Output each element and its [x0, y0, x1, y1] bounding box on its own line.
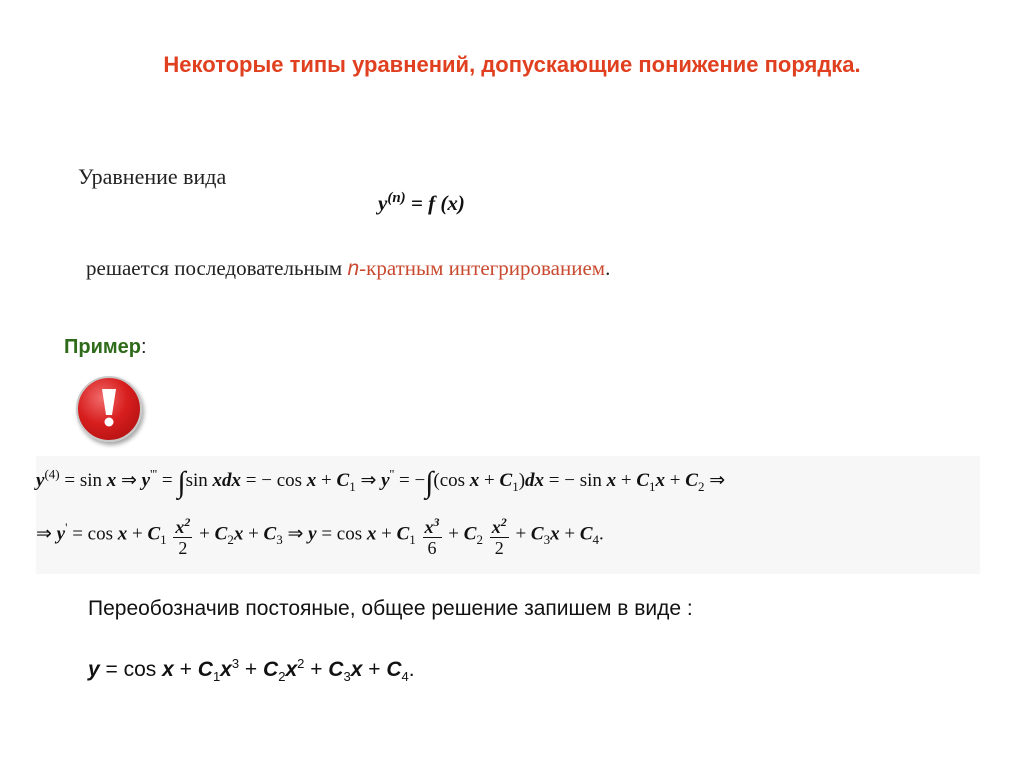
slide-title: Некоторые типы уравнений, допускающие понижение порядка.: [163, 52, 861, 77]
equation-order: (n): [387, 190, 406, 206]
equation-lhs: y: [378, 191, 388, 215]
solution-prefix: решается последовательным: [86, 256, 343, 280]
solution-method: [86, 256, 610, 281]
general-solution-formula: $y = \cos x + C_1x^3 + C_2x^2 + C_3x + C_4$.: [88, 656, 415, 685]
example-line-2: ⇒ $y' = \cos x + C_1$ $\frac{x^2}{2}$ + $C_2x + C_3$ ⇒ $y = \cos x + C_1$ $\frac{x^3}{6}$ + $C_2$ $\frac{x^2}{2}$ + $C_3x + C_4$.: [36, 512, 604, 558]
fraction: $\frac{x^2}{2}$: [173, 512, 192, 558]
solution-end: .: [605, 256, 611, 280]
example-colon: :: [141, 336, 147, 358]
fraction: $\frac{x^3}{6}$: [423, 512, 442, 558]
solution-suffix: -кратным интегрированием: [359, 256, 606, 280]
exclamation-mark: [99, 387, 119, 429]
intro-label: Уравнение вида: [78, 164, 227, 189]
general-solution-text: Переобозначив постояные, общее решение запишем в виде :: [88, 597, 693, 620]
exclamation-icon: [76, 376, 142, 442]
example-text: Пример: [64, 336, 142, 358]
fraction: $\frac{x^2}{2}$: [490, 512, 509, 558]
example-line-1: $y^{(4)} = \sin x$ ⇒ y''' = ∫sin xdx = − $\cos x + C_1$ ⇒ y'' = −∫(cos $x + C_1)dx$ = − $\sin x + C_1x + C_2$ ⇒: [36, 466, 726, 499]
worked-example: [36, 456, 980, 574]
solution-variable: n: [347, 257, 360, 280]
main-equation: [378, 190, 465, 216]
example-label: [64, 336, 147, 359]
equation-rhs: = f (x): [410, 191, 465, 215]
